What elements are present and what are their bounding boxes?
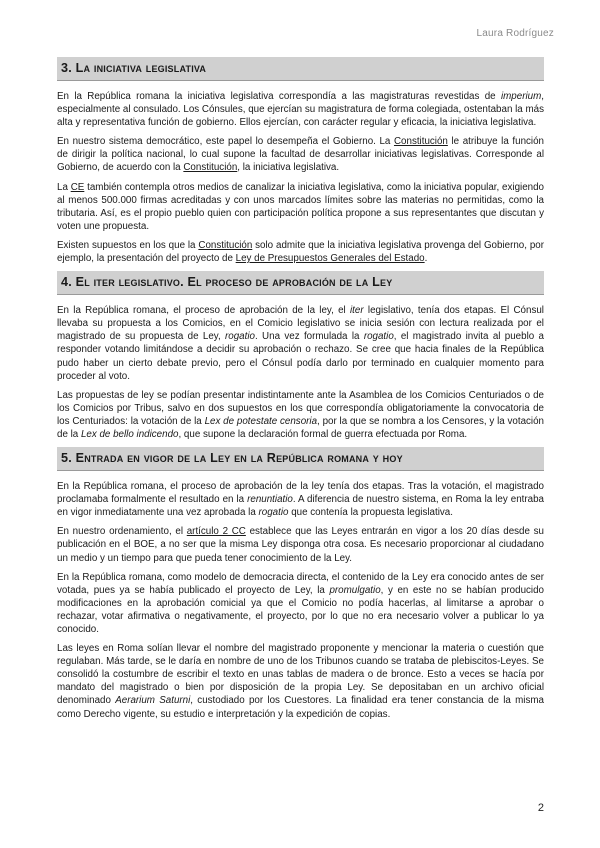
paragraph-text: legislativo, tenía dos etapas. El Cónsul llevaba su propuesta a los Comicios, en el Comicio legislativo se inicia sesión con lectura realizada por el magistrado de su propuesta de Ley,: [57, 305, 544, 343]
italic-term: Lex de potestate censoria: [204, 415, 318, 427]
body-paragraph: [57, 239, 544, 265]
paragraph-text: establece que las Leyes entrarán en vigor a los 20 días desde su publicación en el BOE, a no ser que la misma Ley disponga otra cosa. Es necesario proporcionar al ciudadano un medio y un tiempo para que pueda tener conocimiento de la Ley.: [57, 526, 545, 564]
legal-reference-link[interactable]: artículo 2 CC: [186, 526, 246, 538]
paragraph-text: En la República romana, como modelo de democracia directa, el contenido de la Ley era conocido antes de ser votada, pues ya se había publicado el proyecto de Ley, la: [57, 571, 544, 596]
paragraph-text: .: [424, 253, 428, 265]
paragraph-text: En la República romana, el proceso de aprobación de la ley, el: [57, 305, 350, 317]
paragraph-text: . A diferencia de nuestro sistema, en Roma la ley entraba en vigor inmediatamente una vez aprobada la: [57, 494, 545, 519]
section-heading: 3. La iniciativa legislativa: [57, 57, 544, 81]
paragraph-text: , la iniciativa legislativa.: [237, 162, 340, 174]
italic-term: rogatio: [258, 507, 289, 519]
italic-term: rogatio: [363, 331, 394, 343]
paragraph-text: Las leyes en Roma solían llevar el nombre del magistrado proponente y mencionar la materia o cuestión que regulaban. Más tarde, se le daría en nombre de uno de los Tribunos cuando se trataba de plebiscitos-Leyes. Se consolidó la costumbre de escribir el texto en unas tablas de madera o de bronce. Esto a veces se hacía por mandato del magistrado o bien por disposición de la propia Ley. Se depositaban en un archivo oficial denominado: [57, 643, 544, 707]
section-heading: 4. El iter legislativo. El proceso de aprobación de la Ley: [57, 271, 544, 295]
page-number: 2: [537, 802, 544, 814]
legal-reference-link[interactable]: Constitución: [183, 162, 238, 174]
body-paragraph: [57, 135, 544, 174]
italic-term: promulgatio: [329, 584, 381, 596]
italic-term: Aerarium Saturni: [115, 695, 191, 707]
paragraph-text: , especialmente al consulado. Los Cónsules, que ejercían su magistratura de forma colegiada, ostentaban la más alta y representativa función de gobierno. Ellos ejercían, con carácter regular y eficacia, la iniciativa legislativa.: [57, 91, 544, 129]
body-paragraph: [57, 90, 544, 129]
paragraph-text: le atribuye la función de dirigir la política nacional, lo cual supone la facultad de desarrollar iniciativas legislativas. Corresponde al Gobierno, de acuerdo con la: [57, 136, 544, 174]
body-paragraph: [57, 480, 544, 519]
italic-term: Lex de bello indicendo: [80, 428, 179, 440]
italic-term: renuntiatio: [247, 494, 293, 506]
italic-term: imperium: [500, 91, 542, 102]
body-paragraph: [57, 642, 544, 721]
paragraph-text: , que supone la declaración formal de guerra efectuada por Roma.: [178, 428, 468, 440]
paragraph-text: , por la que se nombra a los Censores, y la votación de la: [57, 415, 545, 440]
legal-reference-link[interactable]: Constitución: [393, 136, 448, 148]
body-paragraph: [57, 181, 544, 233]
italic-term: rogatio: [225, 331, 255, 343]
paragraph-text: En nuestro sistema democrático, este papel lo desempeña el Gobierno. La: [57, 136, 394, 148]
paragraph-text: , custodiado por los Cuestores. La finalidad era tener constancia de la misma como Derecho vigente, su estudio e interpretación y la expedición de copias.: [57, 695, 544, 720]
paragraph-text: En la República romana la iniciativa legislativa correspondía a las magistraturas revestidas de: [57, 91, 501, 102]
italic-term: iter: [350, 305, 364, 317]
paragraph-text: Las propuestas de ley se podían presentar indistintamente ante la Asamblea de los Comicios Centuriados o de los Comicios por Tribus, salvo en dos supuestos en los que correspondía obligatoriamente la convocatoria de los Centuriados: la votación de la: [57, 389, 544, 427]
paragraph-text: también contempla otros medios de canalizar la iniciativa legislativa, como la iniciativa popular, exigiendo al menos 500.000 firmas acreditadas y con unos marcados límites sobre las materias no permitidas, como la tributaria. Así, es el propio pueblo quien con participación política propone a sus representantes que discutan y voten une propuesta.: [57, 181, 544, 232]
paragraph-text: , el magistrado invita al pueblo a responder votando limitándose a decidir su aprobación o rechazo. Se cree que hacia finales de la República pudo haber un cierto debate previo, pero el Cónsul podía darlo por terminado en cualquier momento para proceder al voto.: [57, 331, 544, 382]
legal-reference-link[interactable]: CE: [70, 181, 85, 193]
paragraph-text: que contenía la propuesta legislativa.: [288, 507, 453, 519]
section-heading: 5. Entrada en vigor de la Ley en la República romana y hoy: [57, 447, 544, 471]
paragraph-text: . Una vez formulada la: [254, 331, 364, 343]
legal-reference-link[interactable]: Constitución: [198, 239, 253, 251]
page-header-author: Laura Rodríguez: [476, 28, 554, 39]
legal-reference-link[interactable]: Ley de Presupuestos Generales del Estado: [235, 253, 425, 265]
paragraph-text: La: [57, 181, 71, 193]
body-paragraph: [57, 389, 544, 441]
body-paragraph: [57, 525, 544, 564]
paragraph-text: En la República romana, el proceso de aprobación de la ley tenía dos etapas. Tras la votación, el magistrado proclamaba formalmente el resultado en la: [57, 481, 544, 506]
paragraph-text: solo admite que la iniciativa legislativa provenga del Gobierno, por ejemplo, la presentación del proyecto de: [57, 239, 544, 265]
paragraph-text: Existen supuestos en los que la: [57, 239, 199, 251]
body-paragraph: [57, 304, 544, 383]
document-body: [57, 57, 544, 727]
body-paragraph: [57, 571, 544, 636]
paragraph-text: , y en este no se habían producido modificaciones en la aprobación comicial ya que el Comicio no podía hacerlas, al limitarse a aprobar o rechazar, votar afirmativa o negativamente, el proyecto, por lo que no era necesario volver a publicar lo ya conocido.: [57, 584, 544, 635]
paragraph-text: En nuestro ordenamiento, el: [57, 526, 187, 538]
